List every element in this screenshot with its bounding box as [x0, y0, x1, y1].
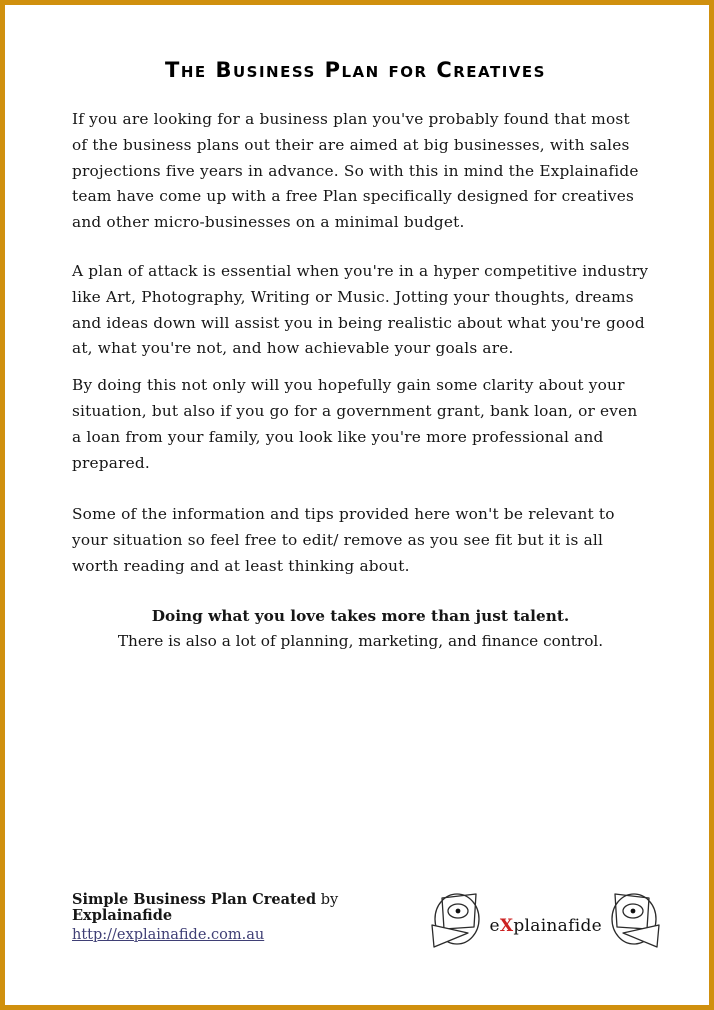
logo-wordmark [489, 902, 602, 936]
logo-text-suffix: plainafide [513, 916, 602, 936]
callout-planning: There is also a lot of planning, marketing, and finance control. [117, 631, 604, 650]
page-footer [72, 887, 661, 951]
website-link[interactable]: http://explainafide.com.au [72, 927, 265, 943]
paragraph-plan-of-attack: A plan of attack is essential when you're in a hyper competitive industry like Art, Photography, Writing or Music. Jotting your thoughts, dreams and ideas down will assist you in being realistic about what you're good at, what you're not, and how achievable your goals are. [72, 261, 649, 358]
credit-brand: Explainafide [72, 907, 173, 924]
paragraph-disclaimer: Some of the information and tips provided here won't be relevant to your situation so feel free to edit/ remove as you see fit but it is all worth reading and at least thinking about. [72, 505, 615, 575]
explainafide-logo [430, 887, 661, 951]
credit-block [72, 892, 430, 943]
logo-mark-left-icon [430, 887, 482, 951]
logo-text-x: X [499, 916, 514, 936]
paragraph-clarity: By doing this not only will you hopefully gain some clarity about your situation, but also if you go for a government grant, bank loan, or even a loan from your family, you look like you're more professional and prepared. [72, 376, 638, 472]
paragraph-intro: If you are looking for a business plan you've probably found that most of the business plans out their are aimed at big businesses, with sales projections five years in advance. So with this in mind the Explainafide team have come up with a free Plan specifically designed for creatives and other micro-businesses on a minimal budget. [72, 110, 639, 232]
credit-title: Simple Business Plan Created [72, 891, 317, 908]
page-title: The Business Plan for Creatives [165, 58, 546, 82]
credit-by: by [316, 892, 339, 908]
logo-mark-right-icon [609, 887, 661, 951]
callout-talent: Doing what you love takes more than just talent. [151, 606, 570, 625]
document-body [5, 58, 709, 650]
logo-text-prefix: e [489, 916, 500, 936]
credit-line [72, 892, 430, 924]
